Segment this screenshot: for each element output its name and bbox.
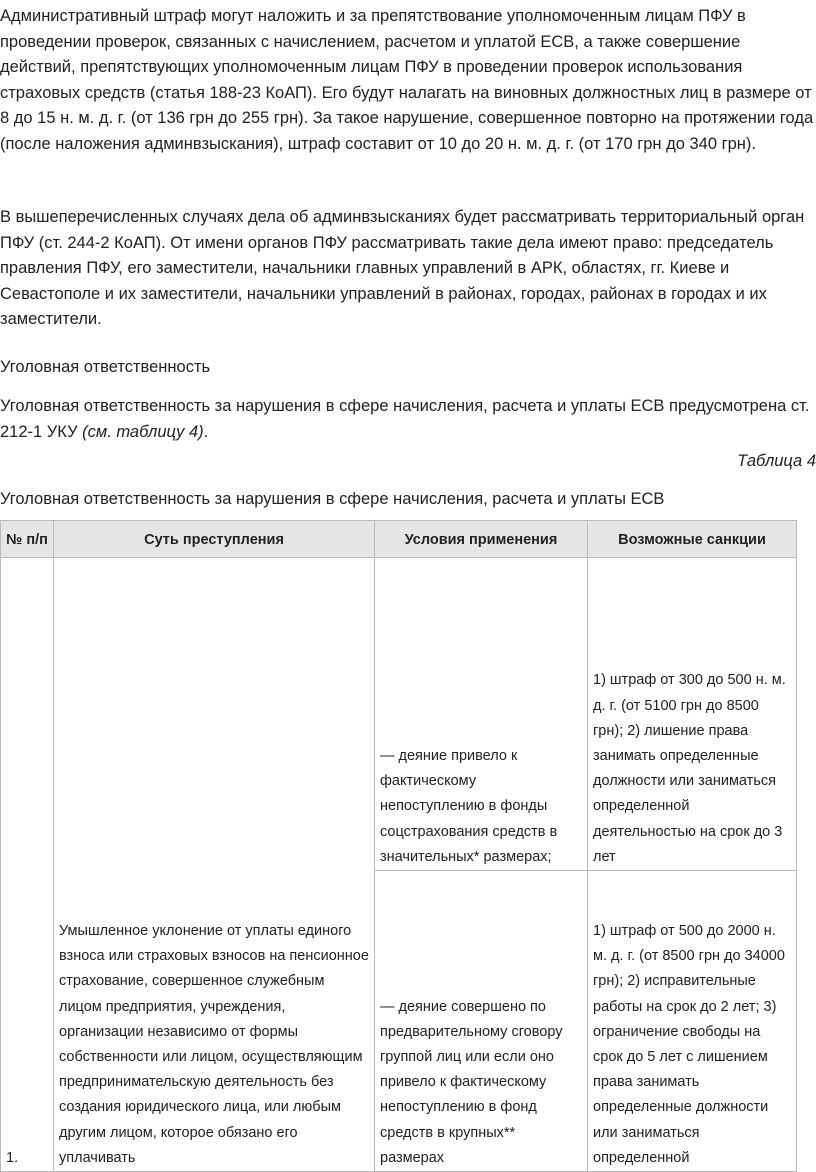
table-caption: Уголовная ответственность за нарушения в сфере начисления, расчета и уплаты ЕСВ [0,490,665,508]
condition-large: — деяние совершено по предварительному сговору группой лиц или если оно привело к фактическому непоступлению в фонд средств в крупных** размерах [375,871,588,1172]
paragraph-text: Уголовная ответственность за нарушения в сфере начисления, расчета и уплаты ЕСВ предусмотрена ст. 212-1 УКУ [0,397,810,441]
table-row [1,558,797,871]
table-header-row [1,521,797,558]
paragraph-admin-fine: Административный штраф могут наложить и за препятствование уполномоченным лицам ПФУ в проведении проверок, связанных с начислением, расчетом и уплатой ЕСВ, а также совершение действий, препятствующих уполномоченным лицам ПФУ в проведении проверок использования страховых средств (статья 188-23 КоАП). Его будут налагать на виновных должностных лиц в размере от 8 до 15 н. м. д. г. (от 136 грн до 255 грн). За такое нарушение, совершенное повторно на протяжении года (после наложения админвзыскания), штраф составит от 10 до 20 н. м. д. г. (от 170 грн до 340 грн). [0,7,814,153]
section-heading-criminal-liability: Уголовная ответственность [0,358,211,376]
sanction-large: 1) штраф от 500 до 2000 н. м. д. г. (от 8500 грн до 34000 грн); 2) исправительные работы на срок до 2 лет; 3) ограничение свободы на срок до 5 лет с лишением права занимать определенные должности или заниматься определенной [588,871,797,1172]
table-label: Таблица 4 [737,452,816,470]
header-essence: Суть преступления [54,521,375,558]
header-sanctions: Возможные санкции [588,521,797,558]
liability-table [0,520,797,1172]
condition-significant: — деяние привело к фактическому непоступлению в фонды соцстрахования средств в значительных* размерах; [375,558,588,871]
table-reference: (см. таблицу 4) [82,422,204,441]
paragraph-end: . [203,422,209,441]
paragraph-pfu-cases: В вышеперечисленных случаях дела об админвзысканиях будет рассматривать территориальный орган ПФУ (ст. 244-2 КоАП). От имени органов ПФУ рассматривать такие дела имеют право: председатель правления ПФУ, его заместители, начальники главных управлений в АРК, областях, гг. Киеве и Севастополе и их заместители, начальники управлений в районах, городах, районах в городах и их заместители. [0,208,805,329]
offense-essence: Умышленное уклонение от уплаты единого взноса или страховых взносов на пенсионное страхование, совершенное служебным лицом предприятия, учреждения, организации независимо от формы собственности или лицом, осуществляющим предпринимательскую деятельность без создания юридического лица, или любым другим лицом, которое обязано его уплачивать [54,558,375,1172]
sanction-significant: 1) штраф от 300 до 500 н. м. д. г. (от 5100 грн до 8500 грн); 2) лишение права занимать определенные должности или заниматься определенной деятельностью на срок до 3 лет [588,558,797,871]
header-number: № п/п [1,521,54,558]
row-number: 1. [1,558,54,1172]
paragraph-criminal-liability [0,394,816,445]
header-conditions: Условия применения [375,521,588,558]
